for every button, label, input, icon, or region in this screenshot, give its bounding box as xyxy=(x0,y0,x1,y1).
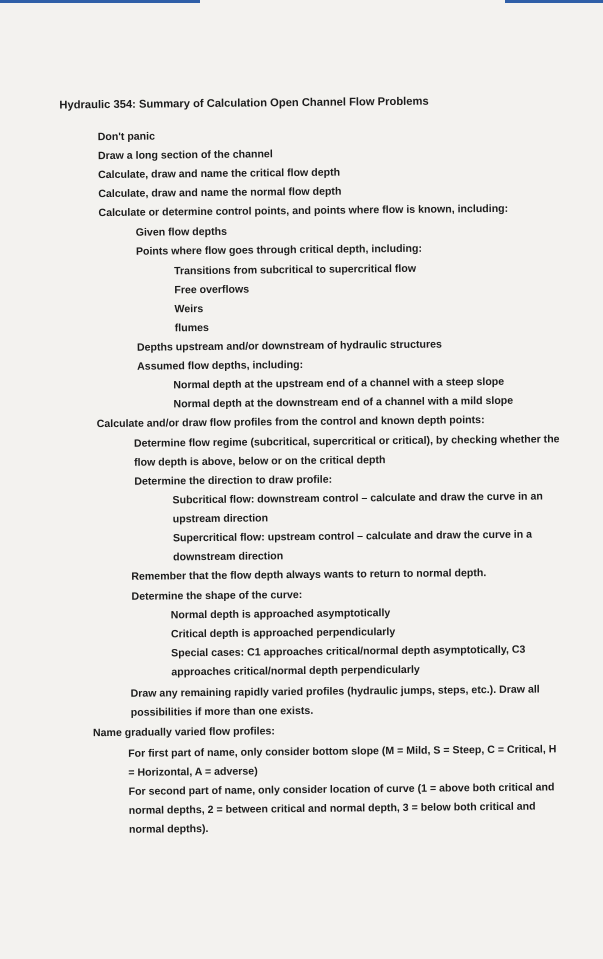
list-item-text: normal depths, 2 = between critical and normal depth, 3 = below both critical and xyxy=(128,800,536,817)
list-item-text: flumes xyxy=(174,321,209,335)
list-item-text: Normal depth at the upstream end of a channel with a steep slope xyxy=(173,375,505,392)
list-item-text: Calculate, draw and name the critical flow depth xyxy=(98,166,341,182)
list-item-text: Subcritical flow: downstream control – calculate and draw the curve in an xyxy=(172,490,543,507)
list-item-text: possibilities if more than one exists. xyxy=(130,704,314,719)
list-item-text: Points where flow goes through critical depth, including: xyxy=(135,242,423,258)
list-item-text: Depths upstream and/or downstream of hydraulic structures xyxy=(136,338,442,354)
list-item-text: upstream direction xyxy=(172,512,269,526)
list-item-text: Weirs xyxy=(174,303,204,316)
list-item-text: Remember that the flow depth always wants to return to normal depth. xyxy=(131,567,487,583)
list-item-text: Determine the direction to draw profile: xyxy=(134,473,333,488)
list-item-text: Normal depth at the downstream end of a channel with a mild slope xyxy=(173,394,514,411)
list-item-text: For second part of name, only consider location of curve (1 = above both critical and xyxy=(128,781,555,798)
list-item-text: Determine the shape of the curve: xyxy=(131,588,303,603)
list-item-text: approaches critical/normal depth perpendicularly xyxy=(171,663,420,679)
document-title: Hydraulic 354: Summary of Calculation Open Channel Flow Problems xyxy=(59,95,429,112)
list-item-text: Supercritical flow: upstream control – calculate and draw the curve in a xyxy=(172,528,533,545)
list-item-text: Assumed flow depths, including: xyxy=(137,358,304,373)
list-item-text: Critical depth is approached perpendicularly xyxy=(170,626,396,641)
list-item-text: Determine flow regime (subcritical, supercritical or critical), by checking whether the xyxy=(133,433,560,450)
list-item-text: Calculate and/or draw flow profiles from the control and known depth points: xyxy=(96,414,485,431)
list-item-text: = Horizontal, A = adverse) xyxy=(128,765,258,779)
list-item-text: Name gradually varied flow profiles: xyxy=(92,725,275,740)
list-item-text: Normal depth is approached asymptotically xyxy=(170,607,391,622)
list-item-text: Special cases: C1 approaches critical/normal depth asymptotically, C3 xyxy=(171,643,526,660)
list-item-text: Transitions from subcritical to supercritical flow xyxy=(174,262,417,278)
list-item-text: flow depth is above, below or on the critical depth xyxy=(134,454,386,469)
list-item-text: Don't panic xyxy=(97,130,156,144)
list-item-text: Draw a long section of the channel xyxy=(97,148,273,163)
list-item-text: normal depths). xyxy=(128,822,209,836)
list-item-text: Free overflows xyxy=(174,283,250,297)
list-item-text: Calculate or determine control points, and points where flow is known, including: xyxy=(98,202,509,220)
list-item-text: Draw any remaining rapidly varied profiles (hydraulic jumps, steps, etc.). Draw all xyxy=(130,683,540,700)
list-item-text: For first part of name, only consider bottom slope (M = Mild, S = Steep, C = Critical, H xyxy=(128,743,557,760)
list-item-text: downstream direction xyxy=(173,550,284,564)
list-item-text: Given flow depths xyxy=(135,225,228,239)
list-item-text: Calculate, draw and name the normal flow depth xyxy=(98,185,342,201)
